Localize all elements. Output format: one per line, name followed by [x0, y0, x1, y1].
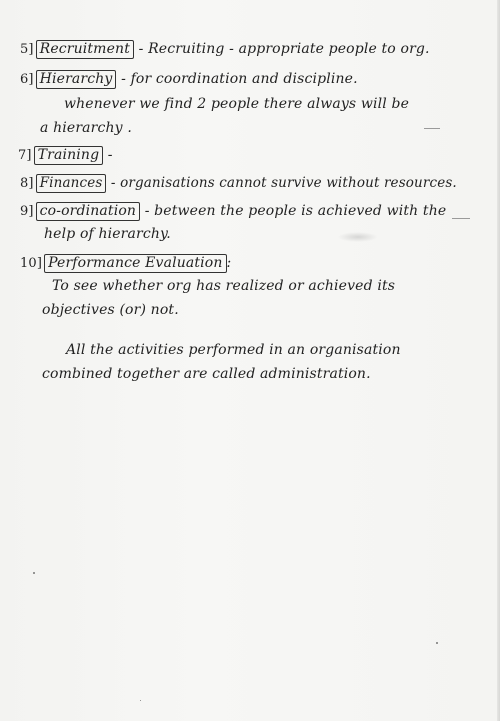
- item-number: 10]: [20, 256, 43, 271]
- boxed-term: Recruitment: [36, 40, 134, 59]
- boxed-term: co-ordination: [36, 202, 140, 221]
- item-number: 9]: [20, 204, 34, 219]
- closing-line: combined together are called administration.: [42, 366, 371, 382]
- boxed-term: Training: [34, 146, 104, 165]
- scan-smudge: [338, 232, 378, 242]
- scan-speck: [33, 572, 35, 574]
- item-performance-continuation: To see whether org has realized or achieved its: [52, 278, 396, 294]
- boxed-term: Hierarchy: [36, 70, 117, 89]
- item-hierarchy: [20, 70, 358, 89]
- item-hierarchy-continuation: whenever we find 2 people there always will be: [64, 96, 410, 112]
- item-text: :: [226, 255, 232, 271]
- item-text: - organisations cannot survive without resources.: [106, 175, 457, 191]
- item-text: - for coordination and discipline.: [116, 71, 358, 87]
- scan-speck: [436, 642, 438, 644]
- closing-line: All the activities performed in an organisation: [66, 342, 401, 358]
- item-text: - between the people is achieved with the: [140, 203, 447, 219]
- item-finances: [20, 174, 457, 193]
- scan-speck: [140, 700, 141, 701]
- boxed-term: Performance Evaluation: [44, 254, 226, 273]
- item-coordination: [20, 202, 446, 221]
- item-performance-continuation: objectives (or) not.: [42, 302, 179, 318]
- item-number: 8]: [20, 176, 34, 191]
- stray-mark: [452, 218, 470, 219]
- item-number: 5]: [20, 42, 34, 57]
- item-hierarchy-continuation: a hierarchy .: [40, 120, 132, 136]
- item-recruitment: [20, 40, 430, 59]
- item-training: [18, 146, 113, 165]
- item-number: 6]: [20, 72, 34, 87]
- item-performance-evaluation: [20, 254, 231, 273]
- item-text: - Recruiting - appropriate people to org.: [134, 41, 430, 57]
- stray-mark: [424, 128, 440, 129]
- item-coordination-continuation: help of hierarchy.: [44, 226, 171, 242]
- item-number: 7]: [18, 148, 32, 163]
- item-text: -: [103, 147, 113, 163]
- boxed-term: Finances: [36, 174, 107, 193]
